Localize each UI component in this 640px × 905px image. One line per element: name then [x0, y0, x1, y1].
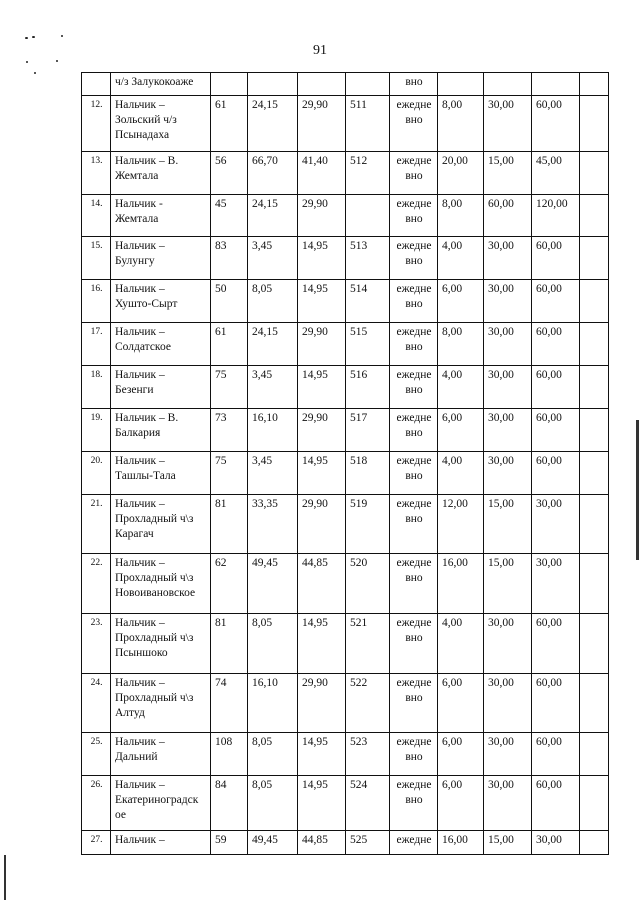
table-cell [580, 96, 609, 152]
route-name-cell: Нальчик – Дальний [111, 733, 211, 776]
interval-cell: 30,00 [532, 831, 580, 855]
interval-cell: 15,00 [484, 554, 532, 614]
table-row [82, 323, 609, 366]
frequency-cell: ежедне вно [390, 614, 438, 674]
fare-cell: 16,10 [248, 409, 298, 452]
fare-cell: 14,95 [298, 614, 346, 674]
value-cell: 4,00 [438, 614, 484, 674]
table-cell [580, 73, 609, 96]
route-code-cell: 517 [346, 409, 390, 452]
table-cell [580, 554, 609, 614]
value-cell: 8,00 [438, 96, 484, 152]
distance-cell: 75 [211, 452, 248, 495]
frequency-cell: ежедне вно [390, 280, 438, 323]
row-number-cell: 20. [82, 452, 111, 495]
row-number-cell: 12. [82, 96, 111, 152]
value-cell: 16,00 [438, 831, 484, 855]
route-name-cell: Нальчик – Хушто-Сырт [111, 280, 211, 323]
frequency-cell: ежедне вно [390, 366, 438, 409]
row-number-cell: 17. [82, 323, 111, 366]
table-row [82, 831, 609, 855]
row-number-cell: 16. [82, 280, 111, 323]
row-number-cell: 14. [82, 195, 111, 237]
distance-cell: 50 [211, 280, 248, 323]
route-name-cell: Нальчик – Прохладный ч\з Новоивановское [111, 554, 211, 614]
interval-cell: 60,00 [532, 96, 580, 152]
fare-cell: 29,90 [298, 96, 346, 152]
distance-cell: 62 [211, 554, 248, 614]
fare-cell: 24,15 [248, 195, 298, 237]
route-name-cell: Нальчик – Солдатское [111, 323, 211, 366]
route-name-cell: Нальчик – Безенги [111, 366, 211, 409]
row-number-cell: 19. [82, 409, 111, 452]
route-code-cell: 522 [346, 674, 390, 733]
route-name-cell: Нальчик – Прохладный ч\з Алтуд [111, 674, 211, 733]
fare-cell: 29,90 [298, 195, 346, 237]
interval-cell: 60,00 [532, 614, 580, 674]
table-cell [580, 323, 609, 366]
interval-cell: 30,00 [532, 495, 580, 554]
table-cell [580, 495, 609, 554]
scan-speck [26, 61, 28, 63]
interval-cell: 15,00 [484, 495, 532, 554]
table-row [82, 614, 609, 674]
distance-cell: 81 [211, 614, 248, 674]
fare-cell: 49,45 [248, 554, 298, 614]
frequency-cell: ежедне вно [390, 452, 438, 495]
route-code-cell: 518 [346, 452, 390, 495]
route-code-cell: 521 [346, 614, 390, 674]
value-cell: 6,00 [438, 776, 484, 831]
table-cell [580, 366, 609, 409]
frequency-cell: ежедне вно [390, 776, 438, 831]
scan-speck [56, 60, 58, 62]
interval-cell: 30,00 [484, 614, 532, 674]
fare-cell: 3,45 [248, 366, 298, 409]
table-row [82, 280, 609, 323]
table-cell [580, 674, 609, 733]
interval-cell: 45,00 [532, 152, 580, 195]
frequency-cell: ежедне вно [390, 237, 438, 280]
interval-cell: 60,00 [484, 195, 532, 237]
scan-speck [34, 72, 36, 74]
table-cell [580, 152, 609, 195]
value-cell: 16,00 [438, 554, 484, 614]
scan-margin-line [636, 420, 639, 560]
fare-cell: 24,15 [248, 96, 298, 152]
value-cell: 20,00 [438, 152, 484, 195]
route-name-cell: Нальчик – Ташлы-Тала [111, 452, 211, 495]
frequency-cell: ежедне вно [390, 554, 438, 614]
row-number-cell: 24. [82, 674, 111, 733]
route-table [81, 72, 609, 855]
table-row [82, 237, 609, 280]
interval-cell: 60,00 [532, 237, 580, 280]
interval-cell: 30,00 [484, 96, 532, 152]
route-code-cell: 524 [346, 776, 390, 831]
table-cell [298, 73, 346, 96]
interval-cell: 15,00 [484, 831, 532, 855]
table-row [82, 674, 609, 733]
interval-cell: 60,00 [532, 733, 580, 776]
value-cell: 4,00 [438, 237, 484, 280]
frequency-cell: вно [390, 73, 438, 96]
table-cell [580, 614, 609, 674]
table-row [82, 73, 609, 96]
fare-cell: 14,95 [298, 776, 346, 831]
fare-cell: 3,45 [248, 237, 298, 280]
interval-cell: 30,00 [484, 776, 532, 831]
frequency-cell: ежедне вно [390, 674, 438, 733]
route-code-cell: 516 [346, 366, 390, 409]
route-code-cell: 523 [346, 733, 390, 776]
distance-cell: 81 [211, 495, 248, 554]
row-number-cell: 18. [82, 366, 111, 409]
route-code-cell: 519 [346, 495, 390, 554]
frequency-cell: ежедне вно [390, 495, 438, 554]
row-number-cell: 27. [82, 831, 111, 855]
fare-cell: 44,85 [298, 554, 346, 614]
value-cell: 6,00 [438, 733, 484, 776]
frequency-cell: ежедне вно [390, 152, 438, 195]
route-name-cell: Нальчик - Жемтала [111, 195, 211, 237]
interval-cell: 30,00 [484, 409, 532, 452]
scan-speck [32, 36, 35, 38]
interval-cell: 30,00 [484, 323, 532, 366]
route-name-cell: ч/з Залукокоаже [111, 73, 211, 96]
fare-cell: 8,05 [248, 733, 298, 776]
value-cell: 6,00 [438, 280, 484, 323]
value-cell: 4,00 [438, 452, 484, 495]
row-number-cell: 13. [82, 152, 111, 195]
interval-cell: 60,00 [532, 776, 580, 831]
table-cell [580, 280, 609, 323]
interval-cell: 120,00 [532, 195, 580, 237]
route-name-cell: Нальчик – [111, 831, 211, 855]
table-cell [346, 73, 390, 96]
table-row [82, 452, 609, 495]
value-cell: 8,00 [438, 195, 484, 237]
fare-cell: 24,15 [248, 323, 298, 366]
route-code-cell: 515 [346, 323, 390, 366]
value-cell: 6,00 [438, 409, 484, 452]
fare-cell: 14,95 [298, 280, 346, 323]
route-name-cell: Нальчик – В. Балкария [111, 409, 211, 452]
scan-speck [61, 35, 63, 37]
fare-cell: 14,95 [298, 366, 346, 409]
page-number: 91 [313, 43, 327, 58]
table-cell [580, 237, 609, 280]
table-row [82, 495, 609, 554]
interval-cell: 30,00 [484, 366, 532, 409]
interval-cell: 60,00 [532, 366, 580, 409]
interval-cell: 60,00 [532, 280, 580, 323]
route-code-cell: 513 [346, 237, 390, 280]
frequency-cell: ежедне вно [390, 733, 438, 776]
row-number-cell: 25. [82, 733, 111, 776]
table-row [82, 409, 609, 452]
fare-cell: 41,40 [298, 152, 346, 195]
distance-cell: 59 [211, 831, 248, 855]
table-row [82, 366, 609, 409]
fare-cell: 3,45 [248, 452, 298, 495]
value-cell: 6,00 [438, 674, 484, 733]
fare-cell: 8,05 [248, 280, 298, 323]
interval-cell: 60,00 [532, 674, 580, 733]
fare-cell: 29,90 [298, 674, 346, 733]
table-cell [580, 195, 609, 237]
row-number-cell: 23. [82, 614, 111, 674]
table-cell [532, 73, 580, 96]
distance-cell: 75 [211, 366, 248, 409]
distance-cell: 56 [211, 152, 248, 195]
table-cell [580, 452, 609, 495]
fare-cell: 49,45 [248, 831, 298, 855]
fare-cell: 33,35 [248, 495, 298, 554]
table-cell [211, 73, 248, 96]
distance-cell: 74 [211, 674, 248, 733]
fare-cell: 14,95 [298, 733, 346, 776]
route-code-cell: 514 [346, 280, 390, 323]
route-code-cell: 512 [346, 152, 390, 195]
route-name-cell: Нальчик – В. Жемтала [111, 152, 211, 195]
distance-cell: 45 [211, 195, 248, 237]
interval-cell: 30,00 [532, 554, 580, 614]
scan-speck [25, 37, 28, 39]
interval-cell: 60,00 [532, 409, 580, 452]
table-cell [580, 409, 609, 452]
row-number-cell: 15. [82, 237, 111, 280]
table-row [82, 152, 609, 195]
interval-cell: 30,00 [484, 674, 532, 733]
table-row [82, 776, 609, 831]
interval-cell: 30,00 [484, 280, 532, 323]
table-cell [248, 73, 298, 96]
fare-cell: 8,05 [248, 614, 298, 674]
row-number-cell [82, 73, 111, 96]
table-cell [580, 831, 609, 855]
row-number-cell: 26. [82, 776, 111, 831]
fare-cell: 29,90 [298, 409, 346, 452]
route-code-cell [346, 195, 390, 237]
row-number-cell: 22. [82, 554, 111, 614]
fare-cell: 14,95 [298, 237, 346, 280]
interval-cell: 15,00 [484, 152, 532, 195]
frequency-cell: ежедне [390, 831, 438, 855]
scan-margin-line [4, 855, 6, 900]
frequency-cell: ежедне вно [390, 96, 438, 152]
table-row [82, 733, 609, 776]
fare-cell: 29,90 [298, 495, 346, 554]
route-code-cell: 511 [346, 96, 390, 152]
table-cell [580, 733, 609, 776]
fare-cell: 14,95 [298, 452, 346, 495]
fare-cell: 44,85 [298, 831, 346, 855]
route-code-cell: 525 [346, 831, 390, 855]
table-cell [484, 73, 532, 96]
route-name-cell: Нальчик – Зольский ч/з Псынадаха [111, 96, 211, 152]
frequency-cell: ежедне вно [390, 323, 438, 366]
value-cell: 4,00 [438, 366, 484, 409]
table-row [82, 195, 609, 237]
frequency-cell: ежедне вно [390, 195, 438, 237]
route-name-cell: Нальчик – Прохладный ч\з Карагач [111, 495, 211, 554]
interval-cell: 30,00 [484, 452, 532, 495]
fare-cell: 8,05 [248, 776, 298, 831]
route-code-cell: 520 [346, 554, 390, 614]
distance-cell: 84 [211, 776, 248, 831]
interval-cell: 30,00 [484, 237, 532, 280]
table-row [82, 554, 609, 614]
frequency-cell: ежедне вно [390, 409, 438, 452]
fare-cell: 66,70 [248, 152, 298, 195]
distance-cell: 73 [211, 409, 248, 452]
row-number-cell: 21. [82, 495, 111, 554]
value-cell: 12,00 [438, 495, 484, 554]
route-name-cell: Нальчик – Булунгу [111, 237, 211, 280]
distance-cell: 108 [211, 733, 248, 776]
distance-cell: 61 [211, 323, 248, 366]
interval-cell: 60,00 [532, 323, 580, 366]
distance-cell: 83 [211, 237, 248, 280]
fare-cell: 29,90 [298, 323, 346, 366]
table-cell [438, 73, 484, 96]
distance-cell: 61 [211, 96, 248, 152]
table-row [82, 96, 609, 152]
interval-cell: 30,00 [484, 733, 532, 776]
route-name-cell: Нальчик – Прохладный ч\з Псыншоко [111, 614, 211, 674]
interval-cell: 60,00 [532, 452, 580, 495]
fare-cell: 16,10 [248, 674, 298, 733]
route-name-cell: Нальчик – Екатериноградск ое [111, 776, 211, 831]
table-cell [580, 776, 609, 831]
value-cell: 8,00 [438, 323, 484, 366]
